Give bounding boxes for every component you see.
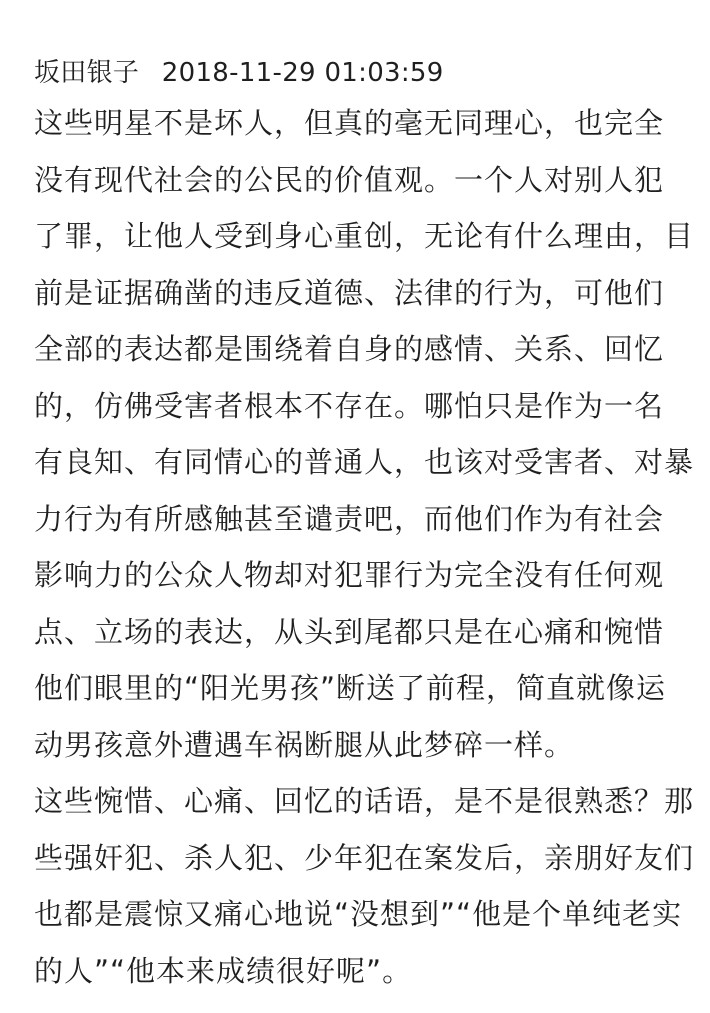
author-name: 坂田银子 — [34, 58, 140, 88]
text-line: 动男孩意外遭遇车祸断腿从此梦碎一样。 — [34, 727, 575, 762]
text-line: 力行为有所感触甚至谴责吧，而他们作为有社会 — [34, 501, 665, 536]
text-line: 这些惋惜、心痛、回忆的话语，是不是很熟悉？那 — [34, 784, 695, 818]
text-line: 的，仿佛受害者根本不存在。哪怕只是作为一名 — [34, 388, 665, 423]
post-paragraph-2 — [34, 773, 702, 999]
text-line: 的人”“他本来成绩很好呢”。 — [34, 953, 413, 988]
text-line: 全部的表达都是围绕着自身的感情、关系、回忆 — [34, 332, 665, 366]
text-line: 这些明星不是坏人，但真的毫无同理心，也完全 — [34, 106, 665, 140]
text-line: 点、立场的表达，从头到尾都只是在心痛和惋惜 — [34, 614, 665, 649]
text-line: 影响力的公众人物却对犯罪行为完全没有任何观 — [34, 558, 665, 592]
post-timestamp: 2018-11-29 01:03:59 — [161, 58, 444, 88]
text-line: 也都是震惊又痛心地说“没想到”“他是个单纯老实 — [34, 897, 683, 931]
text-line: 没有现代社会的公民的价值观。一个人对别人犯 — [34, 162, 665, 197]
post — [34, 52, 702, 999]
text-line: 他们眼里的“阳光男孩”断送了前程，简直就像运 — [34, 671, 667, 705]
post-header — [34, 52, 702, 95]
text-line: 有良知、有同情心的普通人，也该对受害者、对暴 — [34, 445, 695, 479]
text-line: 了罪，让他人受到身心重创，无论有什么理由，目 — [34, 219, 695, 253]
text-line: 些强奸犯、杀人犯、少年犯在案发后，亲朋好友们 — [34, 840, 695, 875]
post-paragraph-1 — [34, 95, 702, 773]
text-line: 前是证据确凿的违反道德、法律的行为，可他们 — [34, 275, 665, 310]
